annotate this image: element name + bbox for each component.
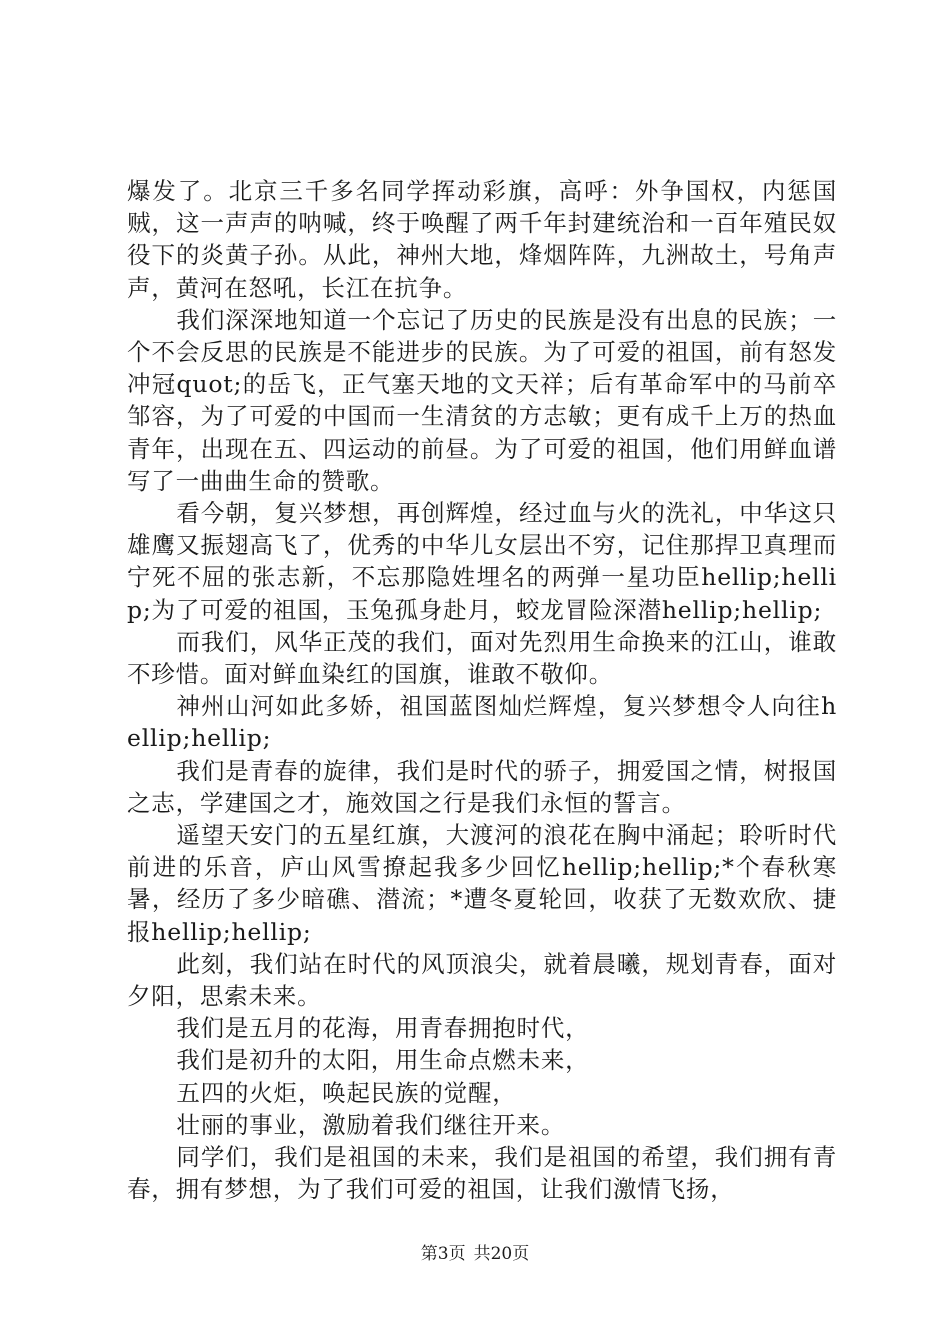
paragraph-2: 我们深深地知道一个忘记了历史的民族是没有出息的民族；一个不会反思的民族是不能进步的民族。为了可爱的祖国，前有怒发冲冠quot;的岳飞，正气塞天地的文天祥；后有革命军中的马前卒邹容，为了可爱的中国而一生清贫的方志敏；更有成千上万的热血青年，出现在五、四运动的前昼。为了可爱的祖国，他们用鲜血谱写了一曲曲生命的赞歌。 — [127, 305, 837, 495]
paragraph-5: 神州山河如此多娇，祖国蓝图灿烂辉煌，复兴梦想令人向往hellip;hellip; — [127, 692, 837, 753]
paragraph-12: 壮丽的事业，激励着我们继往开来。 — [176, 1110, 566, 1139]
paragraph-1: 爆发了。北京三千多名同学挥动彩旗，高呼：外争国权，内惩国贼，这一声声的呐喊，终于唤醒了两千年封建统治和一百年殖民奴役下的炎黄子孙。从此，神州大地，烽烟阵阵，九洲故土，号角声声，黄河在怒吼，长江在抗争。 — [127, 177, 837, 302]
paragraph-4: 而我们，风华正茂的我们，面对先烈用生命换来的江山，谁敢不珍惜。面对鲜血染红的国旗，谁敢不敬仰。 — [127, 627, 837, 689]
paragraph-8: 此刻，我们站在时代的风顶浪尖，就着晨曦，规划青春，面对夕阳，思索未来。 — [127, 949, 837, 1011]
paragraph-3: 看今朝，复兴梦想，再创辉煌，经过血与火的洗礼，中华这只雄鹰又振翅高飞了，优秀的中华儿女层出不穷，记住那捍卫真理而宁死不屈的张志新，不忘那隐姓埋名的两弹一星功臣hellip;hellip;为了可爱的祖国，玉兔孤身赴月，蛟龙冒险深潜hellip;hellip; — [127, 499, 837, 624]
page-total: 共20页 — [473, 1244, 530, 1264]
page-footer — [0, 1243, 950, 1265]
document-body — [127, 175, 837, 1206]
paragraph-13: 同学们，我们是祖国的未来，我们是祖国的希望，我们拥有青春，拥有梦想，为了我们可爱的祖国，让我们激情飞扬， — [127, 1143, 837, 1204]
paragraph-10: 我们是初升的太阳，用生命点燃未来， — [176, 1046, 590, 1075]
paragraph-9: 我们是五月的花海，用青春拥抱时代， — [176, 1014, 590, 1043]
page-number: 第3页 — [420, 1244, 466, 1264]
paragraph-6: 我们是青春的旋律，我们是时代的骄子，拥爱国之情，树报国之志，学建国之才，施效国之行是我们永恒的誓言。 — [127, 756, 837, 817]
paragraph-11: 五四的火炬，唤起民族的觉醒， — [176, 1078, 517, 1107]
paragraph-7: 遥望天安门的五星红旗，大渡河的浪花在胸中涌起；聆听时代前进的乐音，庐山风雪撩起我多少回忆hellip;hellip;*个春秋寒暑，经历了多少暗礁、潜流；*遭冬夏轮回，收获了无数欢欣、捷报hellip;hellip; — [127, 821, 837, 946]
